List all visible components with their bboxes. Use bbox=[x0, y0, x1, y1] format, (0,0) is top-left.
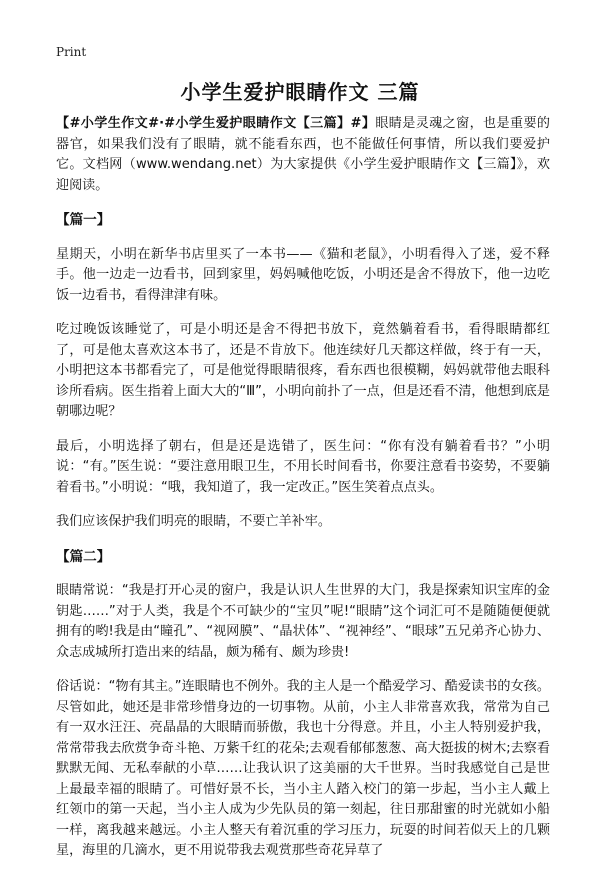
print-label: Print bbox=[56, 45, 87, 59]
article-body bbox=[56, 114, 550, 876]
intro-text-1: 眼睛是灵魂之窗，也是重要的器官，如果我们没有了眼睛，就不能看东西，也不能做任何事情，所以我们要爱护它。文档网（ bbox=[56, 116, 551, 172]
section1-paragraph: 我们应该保护我们明亮的眼睛，不要亡羊补牢。 bbox=[56, 514, 331, 529]
section-heading-2: 【篇二】 bbox=[56, 548, 111, 565]
section1-paragraph: 吃过晚饭该睡觉了，可是小明还是舍不得把书放下，竟然躺着看书，看得眼睛都红了，可是他太喜欢这本书了，还是不肯放下。他连续好几天都这样做，终于有一天，小明把这本书都看完了，可是他觉得眼睛很疼，看东西也很模糊，妈妈就带他去眼科诊所看病。医生指着上面大大的“Ⅲ”，小明向前扑了一点，但是还看不清，他想到底是朝哪边呢？ bbox=[56, 322, 550, 419]
section1-paragraph: 最后，小明选择了朝右，但是还是选错了，医生问：“你有没有躺着看书？”小明说：“有。”医生说：“要注意用眼卫生，不用长时间看书，你要注意看书姿势，不要躺着看书。”小明说：“哦，我知道了，我一定改正。”医生笑着点点头。 bbox=[56, 438, 550, 495]
section1-paragraph: 星期天，小明在新华书店里买了一本书——《猫和老鼠》，小明看得入了迷，爱不释手。他一边走一边看书，回到家里，妈妈喊他吃饭，小明还是舍不得放下，他一边吃饭一边看书，看得津津有味。 bbox=[56, 246, 550, 303]
intro-paragraph bbox=[56, 114, 550, 196]
intro-text-2: ）为大家提供《小学生爱护眼睛作文【三篇】》，欢迎阅读。 bbox=[56, 157, 550, 193]
section2-paragraph: 俗话说：“物有其主。”连眼睛也不例外。我的主人是一个酷爱学习、酷爱读书的女孩。尽管如此，她还是非常珍惜身边的一切事物。从前，小主人非常喜欢我，常常为自己有一双水汪汪、亮晶晶的大眼睛而骄傲，我也十分得意。并且，小主人特别爱护我，常常带我去欣赏争奇斗艳、万紫千红的花朵;去观看郁郁葱葱、高大挺拔的树木;去察看默默无闻、无私奉献的小草……让我认识了这美丽的大千世界。当时我感觉自己是世上最最幸福的眼睛了。可惜好景不长，当小主人踏入校门的第一步起，当小主人戴上红领巾的第一天起，当小主人成为少先队员的第一刻起，往日那甜蜜的时光就如小船一样，离我越来越远。小主人整天有着沉重的学习压力，玩耍的时间若似天上的几颗星，海里的几滴水，更不用说带我去观赏那些奇花异草了 bbox=[56, 679, 550, 858]
section2-paragraph: 眼睛常说：“我是打开心灵的窗户，我是认识人生世界的大门，我是探索知识宝库的金钥匙……”对于人类，我是个不可缺少的“宝贝”呢!“眼睛”这个词汇可不是随随便便就拥有的哟!我是由“瞳孔”、“视网膜”、“晶状体”、“视神经”、“眼球”五兄弟齐心协力、众志成城所打造出来的结晶，颇为稀有、颇为珍贵! bbox=[56, 583, 550, 660]
site-link[interactable]: www.wendang.net bbox=[135, 157, 257, 172]
section-heading-1: 【篇一】 bbox=[56, 212, 111, 228]
page-title: 小学生爱护眼睛作文 三篇 bbox=[180, 80, 420, 104]
intro-tag-prefix: 【#小学生作文#·#小学生爱护眼睛作文【三篇】#】 bbox=[56, 116, 376, 131]
